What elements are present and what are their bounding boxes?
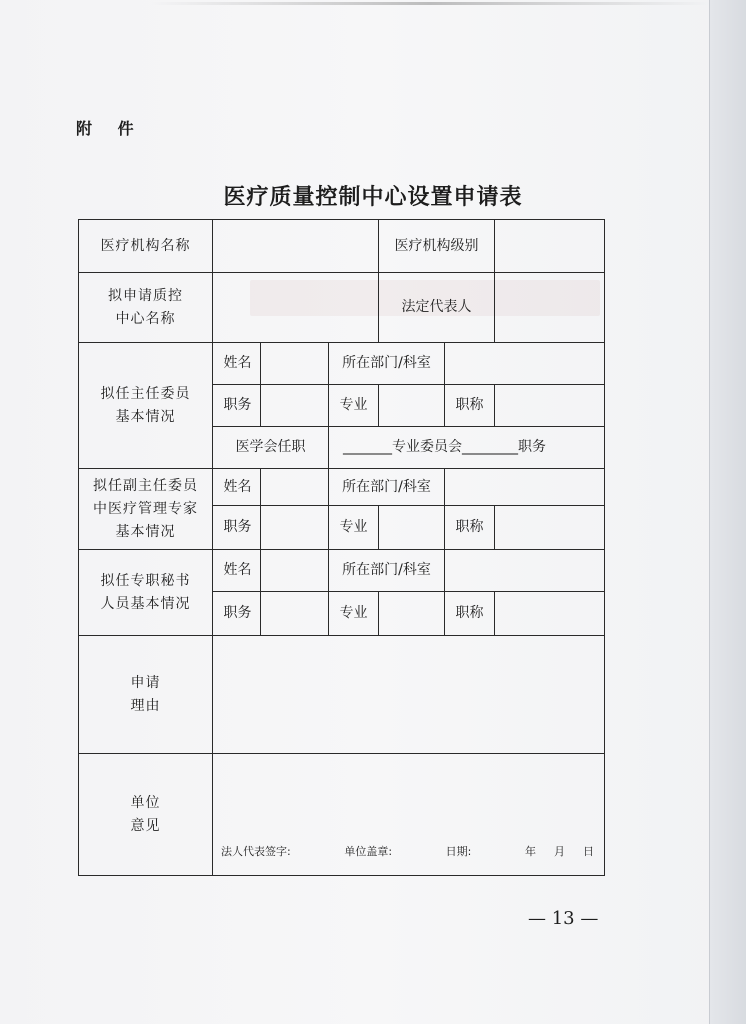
application-form-table <box>78 219 605 876</box>
secretary-specialty-value <box>379 592 445 636</box>
table-row <box>79 273 605 343</box>
director-label-line2: 基本情况 <box>115 408 176 425</box>
deputy-department-value <box>445 469 605 506</box>
secretary-title-label: 职称 <box>445 592 495 636</box>
table-row <box>79 469 605 506</box>
secretary-label-line1: 拟任专职秘书 <box>100 572 191 589</box>
page-number: — 13 — <box>528 908 599 929</box>
center-name-label <box>79 273 213 343</box>
table-row <box>79 636 605 754</box>
opinion-label <box>79 754 213 876</box>
director-title-value <box>495 385 605 427</box>
director-label <box>79 343 213 469</box>
opinion-label-line1: 单位 <box>130 794 161 811</box>
institution-name-value <box>213 220 379 273</box>
date-label: 日期: <box>445 845 472 858</box>
table-row <box>79 754 605 876</box>
deputy-label-line3: 基本情况 <box>115 523 176 540</box>
secretary-label-line2: 人员基本情况 <box>100 595 191 612</box>
opinion-value <box>213 754 605 876</box>
director-label-line1: 拟任主任委员 <box>100 385 191 402</box>
deputy-position-label: 职务 <box>213 506 261 550</box>
deputy-label <box>79 469 213 550</box>
society-post-label: 医学会任职 <box>213 427 329 469</box>
deputy-specialty-label: 专业 <box>329 506 379 550</box>
institution-level-value <box>495 220 605 273</box>
opinion-label-line2: 意见 <box>130 817 161 834</box>
director-department-label: 所在部门/科室 <box>329 343 445 385</box>
director-title-label: 职称 <box>445 385 495 427</box>
director-name-value <box>261 343 329 385</box>
society-post-blank: _______专业委员会________职务 <box>329 427 605 469</box>
deputy-specialty-value <box>379 506 445 550</box>
reason-value <box>213 636 605 754</box>
month-label: 月 <box>553 845 565 858</box>
form-title: 医疗质量控制中心设置申请表 <box>223 185 523 210</box>
director-position-label: 职务 <box>213 385 261 427</box>
deputy-department-label: 所在部门/科室 <box>329 469 445 506</box>
deputy-title-value <box>495 506 605 550</box>
deputy-position-value <box>261 506 329 550</box>
year-label: 年 <box>524 845 536 858</box>
secretary-position-value <box>261 592 329 636</box>
director-name-label: 姓名 <box>213 343 261 385</box>
director-position-value <box>261 385 329 427</box>
secretary-label <box>79 550 213 636</box>
scan-edge-line <box>150 2 710 5</box>
signature-line <box>217 840 600 863</box>
day-label: 日 <box>582 845 594 858</box>
reason-label <box>79 636 213 754</box>
reason-label-line2: 理由 <box>130 697 161 714</box>
secretary-title-value <box>495 592 605 636</box>
institution-name-label: 医疗机构名称 <box>79 220 213 273</box>
director-specialty-label: 专业 <box>329 385 379 427</box>
table-row <box>79 343 605 385</box>
date-fields <box>525 840 594 863</box>
page-edge-shadow <box>709 0 746 1024</box>
deputy-name-label: 姓名 <box>213 469 261 506</box>
legal-rep-label: 法定代表人 <box>379 273 495 343</box>
director-specialty-value <box>379 385 445 427</box>
director-department-value <box>445 343 605 385</box>
legal-rep-value <box>495 273 605 343</box>
secretary-department-label: 所在部门/科室 <box>329 550 445 592</box>
deputy-label-line2: 中医疗管理专家 <box>93 500 198 517</box>
center-name-label-line1: 拟申请质控 <box>108 287 183 304</box>
secretary-position-label: 职务 <box>213 592 261 636</box>
legal-rep-sign-label: 法人代表签字: <box>221 845 291 858</box>
attachment-label: 附 件 <box>76 119 144 138</box>
deputy-title-label: 职称 <box>445 506 495 550</box>
deputy-name-value <box>261 469 329 506</box>
center-name-value <box>213 273 379 343</box>
secretary-department-value <box>445 550 605 592</box>
unit-seal-label: 单位盖章: <box>344 845 393 858</box>
table-row <box>79 220 605 273</box>
secretary-name-value <box>261 550 329 592</box>
reason-label-line1: 申请 <box>130 674 161 691</box>
institution-level-label: 医疗机构级别 <box>379 220 495 273</box>
secretary-specialty-label: 专业 <box>329 592 379 636</box>
center-name-label-line2: 中心名称 <box>115 310 176 327</box>
secretary-name-label: 姓名 <box>213 550 261 592</box>
table-row <box>79 550 605 592</box>
deputy-label-line1: 拟任副主任委员 <box>93 477 198 494</box>
